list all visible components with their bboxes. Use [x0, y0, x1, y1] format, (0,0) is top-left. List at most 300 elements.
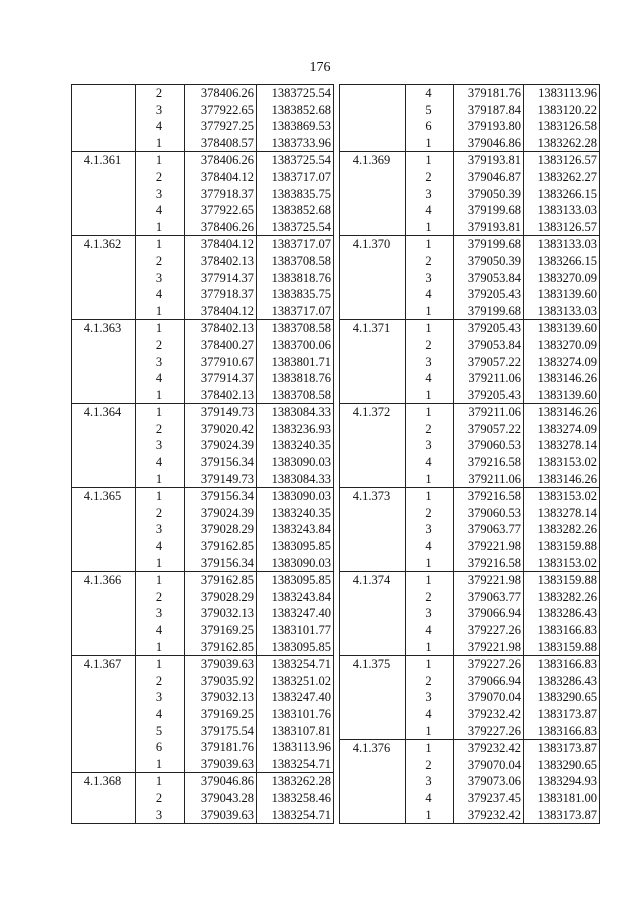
x-coordinate-cell: 378406.26 [185, 152, 257, 169]
parcel-id-cell [72, 337, 136, 354]
point-number-cell: 1 [406, 404, 454, 421]
x-coordinate-cell: 379193.81 [454, 152, 524, 169]
point-number-cell: 3 [406, 270, 454, 287]
point-number-cell: 3 [406, 521, 454, 538]
point-number-cell: 4 [406, 538, 454, 555]
x-coordinate-cell: 378406.26 [185, 219, 257, 236]
page-number: 176 [309, 60, 331, 75]
y-coordinate-cell: 1383274.09 [524, 354, 600, 371]
table-row [72, 538, 334, 555]
table-row [340, 354, 600, 371]
parcel-id-cell [340, 219, 406, 236]
table-row [72, 488, 334, 505]
table-row [340, 656, 600, 673]
y-coordinate-cell: 1383733.96 [257, 135, 334, 152]
parcel-id-cell [340, 706, 406, 723]
x-coordinate-cell: 377922.65 [185, 102, 257, 119]
y-coordinate-cell: 1383139.60 [524, 286, 600, 303]
parcel-id-cell [340, 471, 406, 488]
parcel-id-cell [340, 639, 406, 656]
x-coordinate-cell: 379039.63 [185, 656, 257, 673]
y-coordinate-cell: 1383708.58 [257, 253, 334, 270]
y-coordinate-cell: 1383282.26 [524, 521, 600, 538]
table-row [72, 152, 334, 169]
y-coordinate-cell: 1383101.76 [257, 706, 334, 723]
y-coordinate-cell: 1383153.02 [524, 555, 600, 572]
point-number-cell: 4 [136, 706, 185, 723]
point-number-cell: 3 [136, 186, 185, 203]
x-coordinate-cell: 379057.22 [454, 421, 524, 438]
parcel-id-cell [72, 622, 136, 639]
table-row [340, 85, 600, 102]
table-row [340, 572, 600, 589]
table-row [340, 639, 600, 656]
table-row [340, 202, 600, 219]
point-number-cell: 1 [136, 471, 185, 488]
point-number-cell: 1 [406, 639, 454, 656]
parcel-id-cell [72, 270, 136, 287]
point-number-cell: 1 [406, 320, 454, 337]
y-coordinate-cell: 1383278.14 [524, 505, 600, 522]
x-coordinate-cell: 379169.25 [185, 622, 257, 639]
table-row [340, 118, 600, 135]
point-number-cell: 3 [136, 270, 185, 287]
x-coordinate-cell: 379199.68 [454, 303, 524, 320]
parcel-id-cell [72, 739, 136, 756]
y-coordinate-cell: 1383101.77 [257, 622, 334, 639]
parcel-id-cell [340, 521, 406, 538]
parcel-id-cell [72, 202, 136, 219]
y-coordinate-cell: 1383153.02 [524, 488, 600, 505]
x-coordinate-cell: 379205.43 [454, 387, 524, 404]
point-number-cell: 2 [136, 505, 185, 522]
point-number-cell: 3 [136, 354, 185, 371]
x-coordinate-cell: 379050.39 [454, 253, 524, 270]
point-number-cell: 3 [136, 437, 185, 454]
y-coordinate-cell: 1383717.07 [257, 169, 334, 186]
point-number-cell: 2 [406, 337, 454, 354]
x-coordinate-cell: 379199.68 [454, 236, 524, 253]
parcel-id-cell [72, 605, 136, 622]
x-coordinate-cell: 377918.37 [185, 286, 257, 303]
parcel-id-cell [340, 370, 406, 387]
point-number-cell: 3 [136, 689, 185, 706]
table-row [72, 505, 334, 522]
y-coordinate-cell: 1383146.26 [524, 370, 600, 387]
y-coordinate-cell: 1383247.40 [257, 689, 334, 706]
y-coordinate-cell: 1383818.76 [257, 270, 334, 287]
table-row [340, 505, 600, 522]
x-coordinate-cell: 379199.68 [454, 202, 524, 219]
table-row [72, 622, 334, 639]
table-row [340, 807, 600, 824]
y-coordinate-cell: 1383290.65 [524, 757, 600, 774]
point-number-cell: 1 [136, 303, 185, 320]
y-coordinate-cell: 1383852.68 [257, 102, 334, 119]
parcel-id-cell [72, 706, 136, 723]
table-row [72, 739, 334, 756]
y-coordinate-cell: 1383262.28 [524, 135, 600, 152]
x-coordinate-cell: 379028.29 [185, 589, 257, 606]
x-coordinate-cell: 379053.84 [454, 337, 524, 354]
table-row [72, 723, 334, 740]
y-coordinate-cell: 1383290.65 [524, 689, 600, 706]
parcel-id-cell [340, 337, 406, 354]
table-row [72, 773, 334, 790]
y-coordinate-cell: 1383294.93 [524, 773, 600, 790]
y-coordinate-cell: 1383126.58 [524, 118, 600, 135]
point-number-cell: 1 [136, 236, 185, 253]
parcel-id-cell [72, 454, 136, 471]
table-row [340, 454, 600, 471]
y-coordinate-cell: 1383801.71 [257, 354, 334, 371]
y-coordinate-cell: 1383153.02 [524, 454, 600, 471]
parcel-id-cell [72, 639, 136, 656]
point-number-cell: 1 [406, 387, 454, 404]
point-number-cell: 3 [406, 354, 454, 371]
x-coordinate-cell: 379211.06 [454, 471, 524, 488]
table-row [72, 219, 334, 236]
parcel-id-cell [72, 219, 136, 236]
x-coordinate-cell: 379216.58 [454, 488, 524, 505]
y-coordinate-cell: 1383869.53 [257, 118, 334, 135]
x-coordinate-cell: 379043.28 [185, 790, 257, 807]
x-coordinate-cell: 379156.34 [185, 555, 257, 572]
table-row [72, 421, 334, 438]
parcel-id-cell [340, 757, 406, 774]
x-coordinate-cell: 379227.26 [454, 622, 524, 639]
table-row [340, 757, 600, 774]
y-coordinate-cell: 1383133.03 [524, 236, 600, 253]
point-number-cell: 4 [136, 202, 185, 219]
x-coordinate-cell: 379221.98 [454, 572, 524, 589]
point-number-cell: 1 [406, 555, 454, 572]
x-coordinate-cell: 379039.63 [185, 807, 257, 824]
x-coordinate-cell: 379066.94 [454, 673, 524, 690]
parcel-id-cell [340, 555, 406, 572]
y-coordinate-cell: 1383166.83 [524, 656, 600, 673]
x-coordinate-cell: 379227.26 [454, 656, 524, 673]
point-number-cell: 3 [406, 773, 454, 790]
table-row [340, 303, 600, 320]
table-row [340, 387, 600, 404]
x-coordinate-cell: 379046.86 [454, 135, 524, 152]
point-number-cell: 1 [136, 219, 185, 236]
x-coordinate-cell: 378402.13 [185, 253, 257, 270]
y-coordinate-cell: 1383270.09 [524, 270, 600, 287]
y-coordinate-cell: 1383095.85 [257, 538, 334, 555]
x-coordinate-cell: 378402.13 [185, 387, 257, 404]
table-row [340, 488, 600, 505]
x-coordinate-cell: 379053.84 [454, 270, 524, 287]
table-row [340, 236, 600, 253]
x-coordinate-cell: 379216.58 [454, 555, 524, 572]
point-number-cell: 1 [406, 219, 454, 236]
y-coordinate-cell: 1383090.03 [257, 555, 334, 572]
point-number-cell: 2 [136, 421, 185, 438]
point-number-cell: 6 [136, 739, 185, 756]
x-coordinate-cell: 379060.53 [454, 437, 524, 454]
parcel-id-cell [340, 85, 406, 102]
table-row [72, 320, 334, 337]
x-coordinate-cell: 379046.86 [185, 773, 257, 790]
point-number-cell: 3 [136, 807, 185, 824]
x-coordinate-cell: 379156.34 [185, 488, 257, 505]
x-coordinate-cell: 379181.76 [454, 85, 524, 102]
parcel-id-cell [340, 421, 406, 438]
x-coordinate-cell: 379035.92 [185, 673, 257, 690]
point-number-cell: 1 [406, 656, 454, 673]
point-number-cell: 1 [136, 773, 185, 790]
point-number-cell: 3 [406, 689, 454, 706]
table-row [72, 756, 334, 773]
point-number-cell: 2 [406, 757, 454, 774]
point-number-cell: 4 [136, 454, 185, 471]
x-coordinate-cell: 379028.29 [185, 521, 257, 538]
table-row [340, 706, 600, 723]
y-coordinate-cell: 1383181.00 [524, 790, 600, 807]
x-coordinate-cell: 379024.39 [185, 505, 257, 522]
parcel-id-cell: 4.1.364 [72, 404, 136, 421]
parcel-id-cell [72, 135, 136, 152]
point-number-cell: 2 [136, 673, 185, 690]
table-row [72, 807, 334, 824]
y-coordinate-cell: 1383282.26 [524, 589, 600, 606]
parcel-id-cell [340, 790, 406, 807]
point-number-cell: 4 [136, 538, 185, 555]
y-coordinate-cell: 1383090.03 [257, 454, 334, 471]
x-coordinate-cell: 379060.53 [454, 505, 524, 522]
y-coordinate-cell: 1383113.96 [524, 85, 600, 102]
point-number-cell: 1 [406, 135, 454, 152]
point-number-cell: 5 [406, 102, 454, 119]
y-coordinate-cell: 1383717.07 [257, 236, 334, 253]
point-number-cell: 2 [406, 673, 454, 690]
point-number-cell: 4 [406, 85, 454, 102]
y-coordinate-cell: 1383243.84 [257, 521, 334, 538]
table-row [72, 589, 334, 606]
point-number-cell: 2 [406, 589, 454, 606]
x-coordinate-cell: 379232.42 [454, 706, 524, 723]
y-coordinate-cell: 1383725.54 [257, 219, 334, 236]
x-coordinate-cell: 378402.13 [185, 320, 257, 337]
x-coordinate-cell: 379169.25 [185, 706, 257, 723]
parcel-id-cell [340, 270, 406, 287]
x-coordinate-cell: 379070.04 [454, 689, 524, 706]
point-number-cell: 2 [136, 589, 185, 606]
x-coordinate-cell: 377922.65 [185, 202, 257, 219]
x-coordinate-cell: 379237.45 [454, 790, 524, 807]
parcel-id-cell: 4.1.370 [340, 236, 406, 253]
y-coordinate-cell: 1383852.68 [257, 202, 334, 219]
x-coordinate-cell: 378406.26 [185, 85, 257, 102]
y-coordinate-cell: 1383717.07 [257, 303, 334, 320]
table-row [340, 152, 600, 169]
table-row [72, 85, 334, 102]
point-number-cell: 4 [136, 622, 185, 639]
point-number-cell: 3 [136, 521, 185, 538]
table-row [340, 740, 600, 757]
table-row [72, 102, 334, 119]
point-number-cell: 1 [136, 572, 185, 589]
x-coordinate-cell: 378404.12 [185, 169, 257, 186]
table-row [72, 286, 334, 303]
parcel-id-cell [72, 689, 136, 706]
table-row [340, 689, 600, 706]
x-coordinate-cell: 379057.22 [454, 354, 524, 371]
point-number-cell: 4 [406, 790, 454, 807]
parcel-id-cell: 4.1.365 [72, 488, 136, 505]
table-row [72, 605, 334, 622]
y-coordinate-cell: 1383818.76 [257, 370, 334, 387]
point-number-cell: 2 [136, 337, 185, 354]
point-number-cell: 1 [406, 236, 454, 253]
point-number-cell: 1 [406, 471, 454, 488]
parcel-id-cell [340, 454, 406, 471]
point-number-cell: 4 [406, 286, 454, 303]
parcel-id-cell [72, 437, 136, 454]
x-coordinate-cell: 379211.06 [454, 370, 524, 387]
point-number-cell: 4 [406, 370, 454, 387]
table-row [340, 790, 600, 807]
parcel-id-cell [340, 186, 406, 203]
table-row [72, 639, 334, 656]
table-row [340, 253, 600, 270]
parcel-id-cell [340, 354, 406, 371]
coordinates-table-right [339, 84, 600, 824]
table-row [340, 404, 600, 421]
parcel-id-cell [72, 807, 136, 824]
table-row [340, 589, 600, 606]
parcel-id-cell [72, 102, 136, 119]
point-number-cell: 1 [136, 639, 185, 656]
x-coordinate-cell: 379046.87 [454, 169, 524, 186]
point-number-cell: 5 [136, 723, 185, 740]
y-coordinate-cell: 1383133.03 [524, 202, 600, 219]
y-coordinate-cell: 1383159.88 [524, 639, 600, 656]
point-number-cell: 1 [406, 723, 454, 740]
table-row [340, 471, 600, 488]
x-coordinate-cell: 379063.77 [454, 521, 524, 538]
parcel-id-cell [340, 253, 406, 270]
y-coordinate-cell: 1383270.09 [524, 337, 600, 354]
parcel-id-cell [72, 421, 136, 438]
parcel-id-cell [72, 253, 136, 270]
parcel-id-cell: 4.1.374 [340, 572, 406, 589]
table-row [72, 253, 334, 270]
y-coordinate-cell: 1383266.15 [524, 253, 600, 270]
x-coordinate-cell: 377927.25 [185, 118, 257, 135]
x-coordinate-cell: 379205.43 [454, 286, 524, 303]
parcel-id-cell [72, 169, 136, 186]
parcel-id-cell [340, 589, 406, 606]
y-coordinate-cell: 1383146.26 [524, 404, 600, 421]
x-coordinate-cell: 379032.13 [185, 605, 257, 622]
x-coordinate-cell: 379227.26 [454, 723, 524, 740]
point-number-cell: 4 [136, 118, 185, 135]
parcel-id-cell: 4.1.375 [340, 656, 406, 673]
table-row [72, 673, 334, 690]
table-row [72, 706, 334, 723]
y-coordinate-cell: 1383084.33 [257, 471, 334, 488]
x-coordinate-cell: 379175.54 [185, 723, 257, 740]
y-coordinate-cell: 1383708.58 [257, 387, 334, 404]
table-row [340, 337, 600, 354]
parcel-id-cell: 4.1.368 [72, 773, 136, 790]
parcel-id-cell [72, 387, 136, 404]
point-number-cell: 1 [406, 740, 454, 757]
table-row [340, 421, 600, 438]
y-coordinate-cell: 1383166.83 [524, 622, 600, 639]
x-coordinate-cell: 379149.73 [185, 404, 257, 421]
parcel-id-cell [72, 673, 136, 690]
y-coordinate-cell: 1383835.75 [257, 186, 334, 203]
x-coordinate-cell: 379020.42 [185, 421, 257, 438]
parcel-id-cell [72, 756, 136, 773]
x-coordinate-cell: 379193.80 [454, 118, 524, 135]
x-coordinate-cell: 379162.85 [185, 572, 257, 589]
table-row [72, 387, 334, 404]
y-coordinate-cell: 1383107.81 [257, 723, 334, 740]
table-row [340, 286, 600, 303]
parcel-id-cell [340, 538, 406, 555]
parcel-id-cell [340, 169, 406, 186]
parcel-id-cell [340, 673, 406, 690]
parcel-id-cell [72, 186, 136, 203]
point-number-cell: 4 [406, 622, 454, 639]
x-coordinate-cell: 379232.42 [454, 807, 524, 824]
y-coordinate-cell: 1383266.15 [524, 186, 600, 203]
x-coordinate-cell: 379039.63 [185, 756, 257, 773]
x-coordinate-cell: 379162.85 [185, 639, 257, 656]
table-row [72, 135, 334, 152]
point-number-cell: 6 [406, 118, 454, 135]
point-number-cell: 1 [136, 320, 185, 337]
y-coordinate-cell: 1383247.40 [257, 605, 334, 622]
y-coordinate-cell: 1383090.03 [257, 488, 334, 505]
y-coordinate-cell: 1383166.83 [524, 723, 600, 740]
point-number-cell: 1 [136, 756, 185, 773]
parcel-id-cell: 4.1.367 [72, 656, 136, 673]
table-row [340, 169, 600, 186]
point-number-cell: 3 [136, 102, 185, 119]
table-row [340, 773, 600, 790]
y-coordinate-cell: 1383274.09 [524, 421, 600, 438]
y-coordinate-cell: 1383286.43 [524, 673, 600, 690]
parcel-id-cell [72, 723, 136, 740]
parcel-id-cell: 4.1.361 [72, 152, 136, 169]
point-number-cell: 2 [406, 253, 454, 270]
parcel-id-cell: 4.1.373 [340, 488, 406, 505]
x-coordinate-cell: 378400.27 [185, 337, 257, 354]
y-coordinate-cell: 1383243.84 [257, 589, 334, 606]
parcel-id-cell [340, 437, 406, 454]
point-number-cell: 4 [406, 202, 454, 219]
point-number-cell: 4 [406, 454, 454, 471]
y-coordinate-cell: 1383725.54 [257, 152, 334, 169]
point-number-cell: 4 [136, 286, 185, 303]
point-number-cell: 3 [136, 605, 185, 622]
coordinates-table-left [71, 84, 334, 824]
point-number-cell: 2 [406, 421, 454, 438]
y-coordinate-cell: 1383095.85 [257, 639, 334, 656]
x-coordinate-cell: 378404.12 [185, 236, 257, 253]
parcel-id-cell [72, 521, 136, 538]
table-row [72, 454, 334, 471]
y-coordinate-cell: 1383120.22 [524, 102, 600, 119]
point-number-cell: 3 [406, 605, 454, 622]
parcel-id-cell [340, 303, 406, 320]
